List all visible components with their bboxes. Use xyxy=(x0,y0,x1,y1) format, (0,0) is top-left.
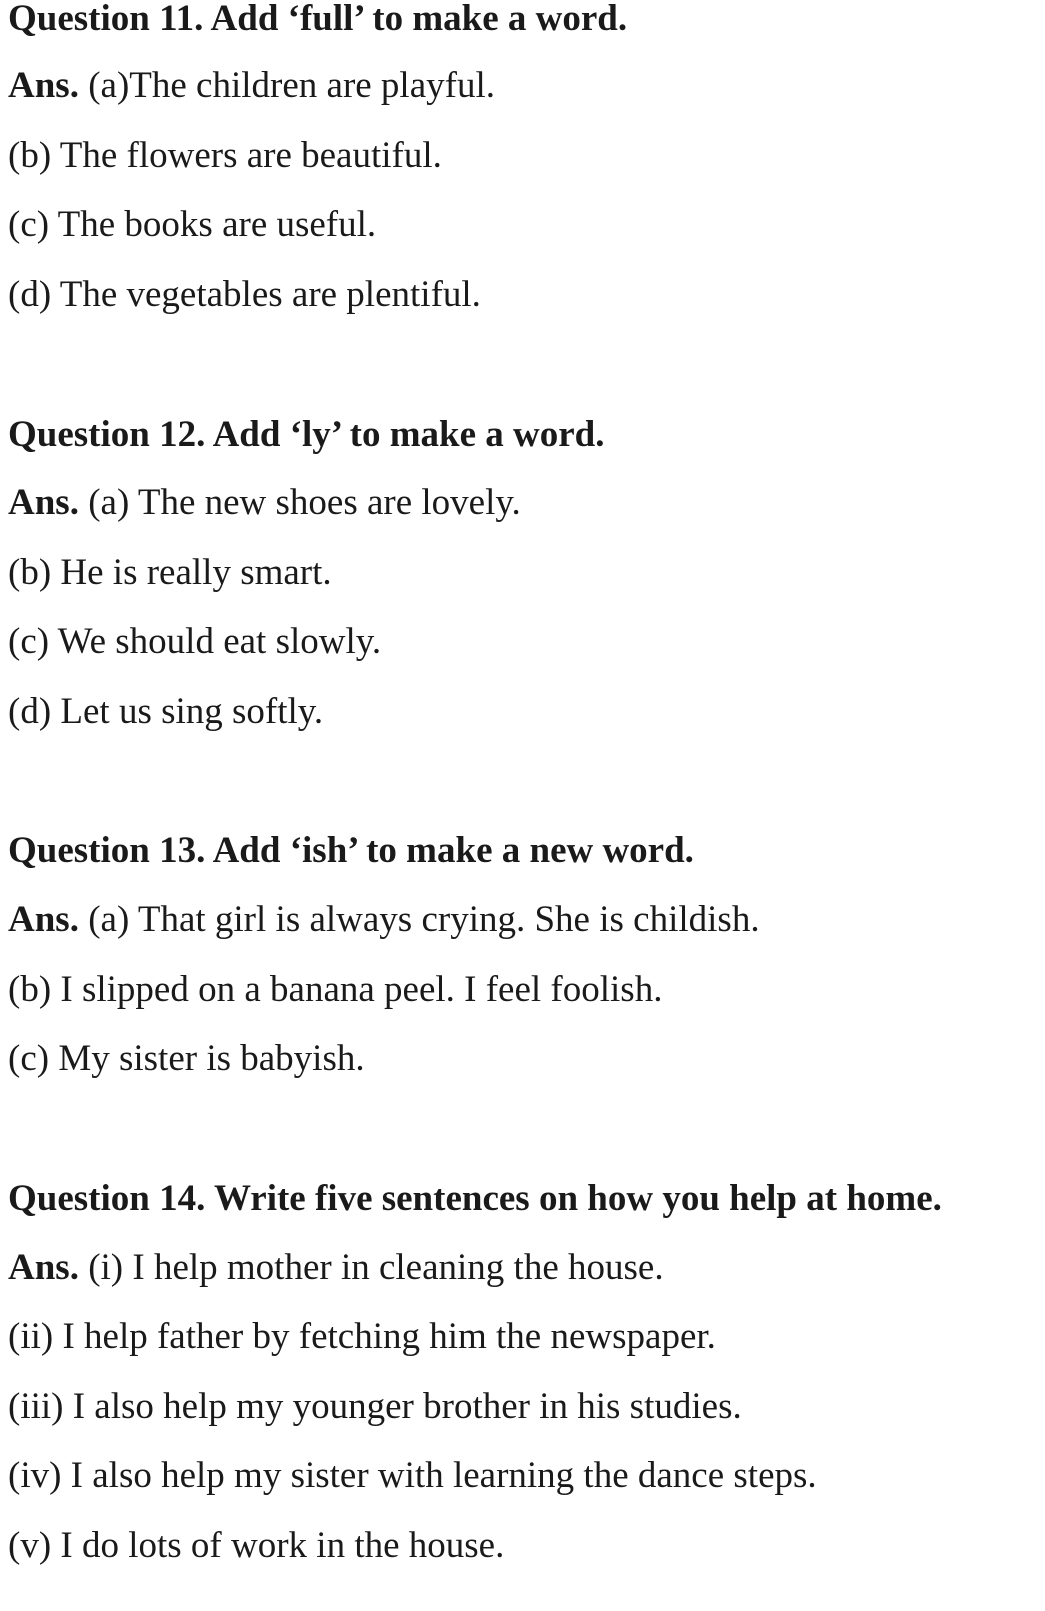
question-12-answer-a xyxy=(8,484,521,521)
question-12-answer-c: (c) We should eat slowly. xyxy=(8,621,382,662)
answer-label: Ans. xyxy=(8,1247,79,1288)
question-14-answer-iii: (iii) I also help my younger brother in his studies. xyxy=(8,1386,742,1427)
question-14-answer-i xyxy=(8,1249,664,1286)
question-13-answer-b: (b) I slipped on a banana peel. I feel foolish. xyxy=(8,969,663,1010)
question-13-answer-a xyxy=(8,901,760,938)
question-12-answer-b: (b) He is really smart. xyxy=(8,552,332,593)
question-11-answer-d: (d) The vegetables are plentiful. xyxy=(8,274,481,315)
question-13-title: Question 13. Add ‘ish’ to make a new word. xyxy=(8,830,694,871)
question-14-answer-iv: (iv) I also help my sister with learning the dance steps. xyxy=(8,1455,817,1496)
answer-line: (i) I help mother in cleaning the house. xyxy=(88,1247,664,1288)
answer-line: (a)The children are playful. xyxy=(88,65,495,106)
answer-label: Ans. xyxy=(8,65,79,106)
question-14-answer-v: (v) I do lots of work in the house. xyxy=(8,1525,505,1566)
question-14-title: Question 14. Write five sentences on how you help at home. xyxy=(8,1178,942,1219)
question-11-answer-a xyxy=(8,67,495,104)
answer-line: (a) That girl is always crying. She is childish. xyxy=(88,899,760,940)
answer-label: Ans. xyxy=(8,899,79,940)
question-14-answer-ii: (ii) I help father by fetching him the newspaper. xyxy=(8,1316,716,1357)
answer-label: Ans. xyxy=(8,482,79,523)
question-11-title: Question 11. Add ‘full’ to make a word. xyxy=(8,0,628,39)
question-13-answer-c: (c) My sister is babyish. xyxy=(8,1038,365,1079)
question-12-title: Question 12. Add ‘ly’ to make a word. xyxy=(8,414,605,455)
question-12-answer-d: (d) Let us sing softly. xyxy=(8,691,324,732)
question-11-answer-b: (b) The flowers are beautiful. xyxy=(8,135,442,176)
question-11-answer-c: (c) The books are useful. xyxy=(8,204,377,245)
answer-line: (a) The new shoes are lovely. xyxy=(88,482,521,523)
